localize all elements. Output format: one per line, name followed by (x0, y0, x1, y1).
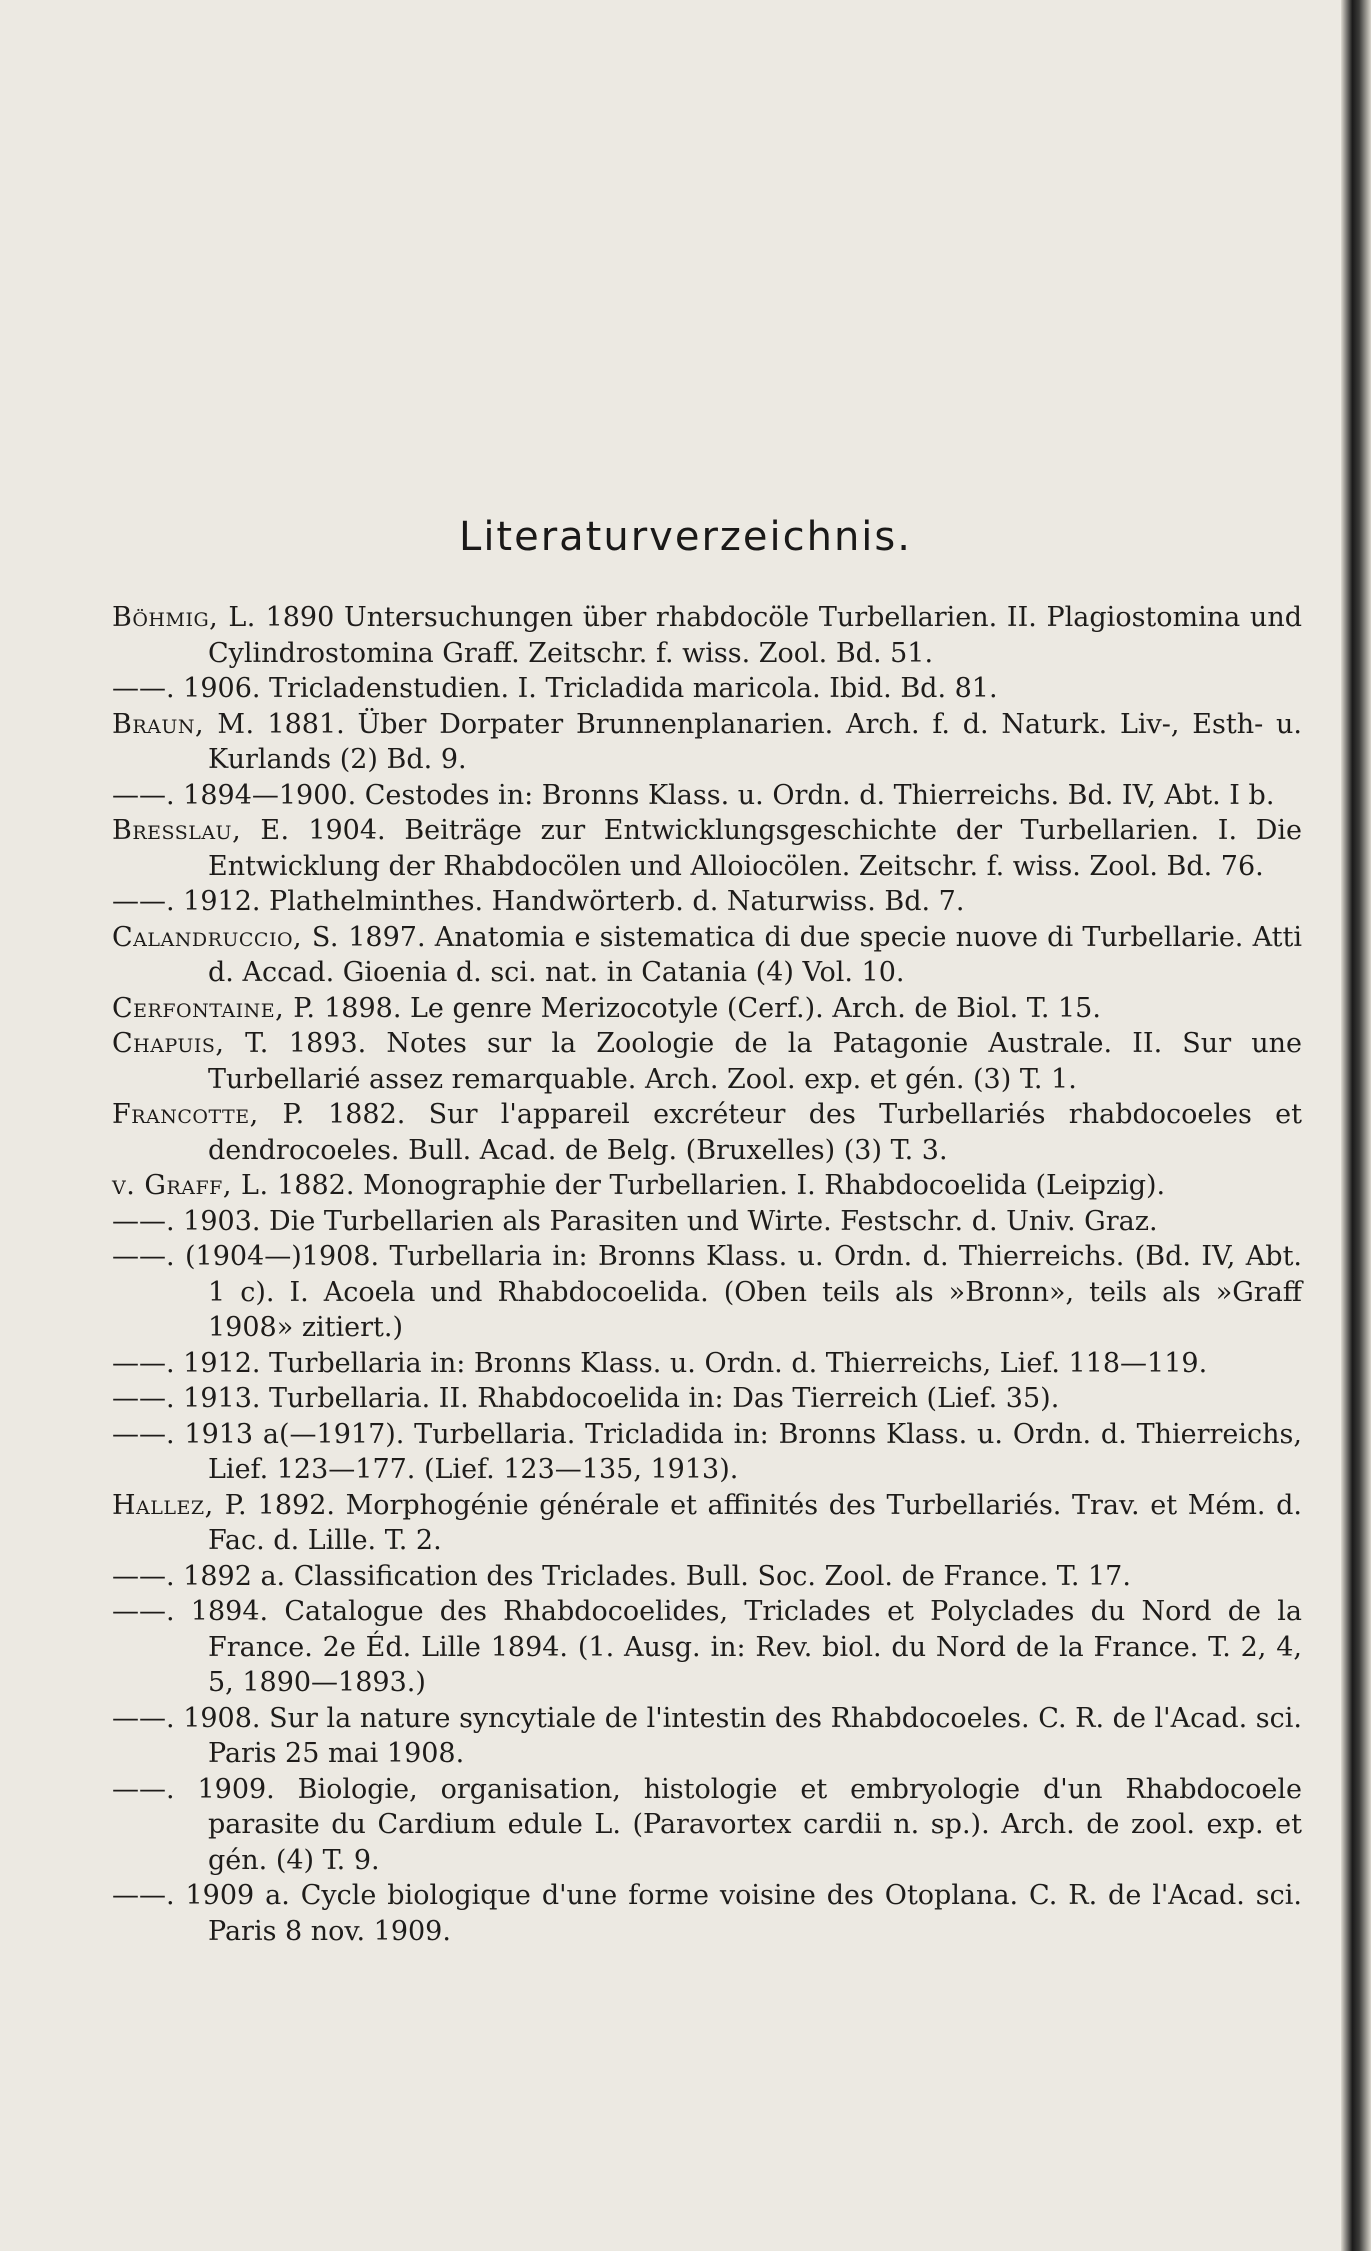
entry-text: ——. (1904—)1908. Turbellaria in: Bronns Klass. u. Ordn. d. Thierreichs. (Bd. IV, Abt. 1 c). I. Acoela und Rhabdocoelida. (Oben teils als »Bronn», teils als »Graff 1908» zitiert.) (112, 1241, 1302, 1343)
bib-entry (112, 1204, 1302, 1240)
entry-text: 1898. Le genre Merizocotyle (Cerf.). Arch. de Biol. T. 15. (315, 992, 1101, 1024)
bib-entry (112, 778, 1302, 814)
bib-entry (112, 1559, 1302, 1595)
entry-text: 1890 Untersuchungen über rhabdocöle Turbellarien. II. Plagiostomina und Cylindrostomina Graff. Zeitschr. f. wiss. Zool. Bd. 51. (208, 602, 1302, 669)
bib-entry (112, 707, 1302, 778)
entry-author: v. Graff, L. (112, 1170, 269, 1201)
bib-entry (112, 1168, 1302, 1204)
entry-text: 1882. Sur l'appareil excréteur des Turbellariés rhabdocoeles et dendrocoeles. Bull. Acad. de Belg. (Bruxelles) (3) T. 3. (208, 1099, 1302, 1166)
page-title: Literaturverzeichnis. (459, 514, 912, 560)
bib-entry (112, 1381, 1302, 1417)
entry-text: 1904. Beiträge zur Entwicklungsgeschichte der Turbellarien. I. Die Entwicklung der Rhabdocölen und Alloiocölen. Zeitschr. f. wiss. Zool. Bd. 76. (208, 815, 1302, 882)
entry-text: 1881. Über Dorpater Brunnenplanarien. Arch. f. d. Naturk. Liv-, Esth- u. Kurlands (2) Bd. 9. (208, 708, 1303, 775)
entry-author: Calandruccio, S. (112, 921, 339, 953)
entry-text: ——. 1906. Tricladenstudien. I. Tricladida maricola. Ibid. Bd. 81. (112, 673, 998, 704)
entry-text: 1897. Anatomia e sistematica di due specie nuove di Turbellarie. Atti d. Accad. Gioenia d. sci. nat. in Catania (4) Vol. 10. (208, 921, 1302, 988)
bib-entry (112, 1701, 1302, 1772)
bib-entry (112, 1417, 1302, 1488)
entry-text: ——. 1909 a. Cycle biologique d'une forme voisine des Otoplana. C. R. de l'Acad. sci. Paris 8 nov. 1909. (112, 1880, 1302, 1947)
entry-author: Braun, M. (112, 708, 255, 740)
bib-entry (112, 1026, 1302, 1097)
entry-text: ——. 1892 a. Classification des Triclades. Bull. Soc. Zool. de France. T. 17. (112, 1560, 1131, 1592)
entry-text: ——. 1903. Die Turbellarien als Parasiten und Wirte. Festschr. d. Univ. Graz. (112, 1205, 1158, 1237)
page-edge (1341, 0, 1371, 2251)
bib-entry (112, 1239, 1302, 1346)
bib-entry (112, 991, 1302, 1027)
bib-entry (112, 1878, 1302, 1949)
bib-entry (112, 1488, 1302, 1559)
entry-text: 1882. Monographie der Turbellarien. I. Rhabdocoelida (Leipzig). (268, 1170, 1166, 1201)
entry-text: ——. 1894—1900. Cestodes in: Bronns Klass. u. Ordn. d. Thierreichs. Bd. IV, Abt. I b. (112, 779, 1275, 811)
bib-entry (112, 813, 1302, 884)
entry-text: ——. 1909. Biologie, organisation, histologie et embryologie d'un Rhabdocoele parasite du Cardium edule L. (Paravortex cardii n. sp.). Arch. de zool. exp. et gén. (4) T. 9. (112, 1773, 1302, 1876)
entry-author: Bresslau, E. (112, 815, 290, 846)
entry-text: ——. 1912. Turbellaria in: Bronns Klass. u. Ordn. d. Thierreichs, Lief. 118—119. (112, 1347, 1208, 1379)
entry-text: ——. 1894. Catalogue des Rhabdocoelides, Triclades et Polyclades du Nord de la France. 2e Éd. Lille 1894. (1. Ausg. in: Rev. biol. du Nord de la France. T. 2, 4, 5, 1890—1893.) (112, 1596, 1302, 1698)
bib-entry (112, 671, 1302, 707)
bibliography-list (112, 600, 1302, 1949)
entry-text: ——. 1913 a(—1917). Turbellaria. Tricladida in: Bronns Klass. u. Ordn. d. Thierreichs, Lief. 123—177. (Lief. 123—135, 1913). (112, 1418, 1302, 1485)
bib-entry (112, 1346, 1302, 1382)
bib-entry (112, 884, 1302, 920)
bib-entry (112, 1594, 1302, 1701)
entry-author: Cerfontaine, P. (112, 992, 316, 1024)
entry-author: Hallez, P. (112, 1489, 248, 1521)
bib-entry (112, 600, 1302, 671)
entry-text: 1893. Notes sur la Zoologie de la Patagonie Australe. II. Sur une Turbellarié assez remarquable. Arch. Zool. exp. et gén. (3) T. 1. (208, 1028, 1302, 1095)
entry-author: Chapuis, T. (112, 1028, 269, 1059)
entry-text: ——. 1912. Plathelminthes. Handwörterb. d. Naturwiss. Bd. 7. (112, 886, 965, 917)
entry-text: ——. 1908. Sur la nature syncytiale de l'intestin des Rhabdocoeles. C. R. de l'Acad. sci. Paris 25 mai 1908. (112, 1702, 1302, 1769)
bib-entry (112, 1772, 1302, 1879)
entry-author: Böhmig, L. (112, 602, 256, 633)
entry-text: ——. 1913. Turbellaria. II. Rhabdocoelida in: Das Tierreich (Lief. 35). (112, 1383, 1060, 1414)
entry-text: 1892. Morphogénie générale et affinités des Turbellariés. Trav. et Mém. d. Fac. d. Lille. T. 2. (208, 1489, 1302, 1556)
entry-author: Francotte, P. (112, 1099, 305, 1130)
bib-entry (112, 920, 1302, 991)
bib-entry (112, 1097, 1302, 1168)
